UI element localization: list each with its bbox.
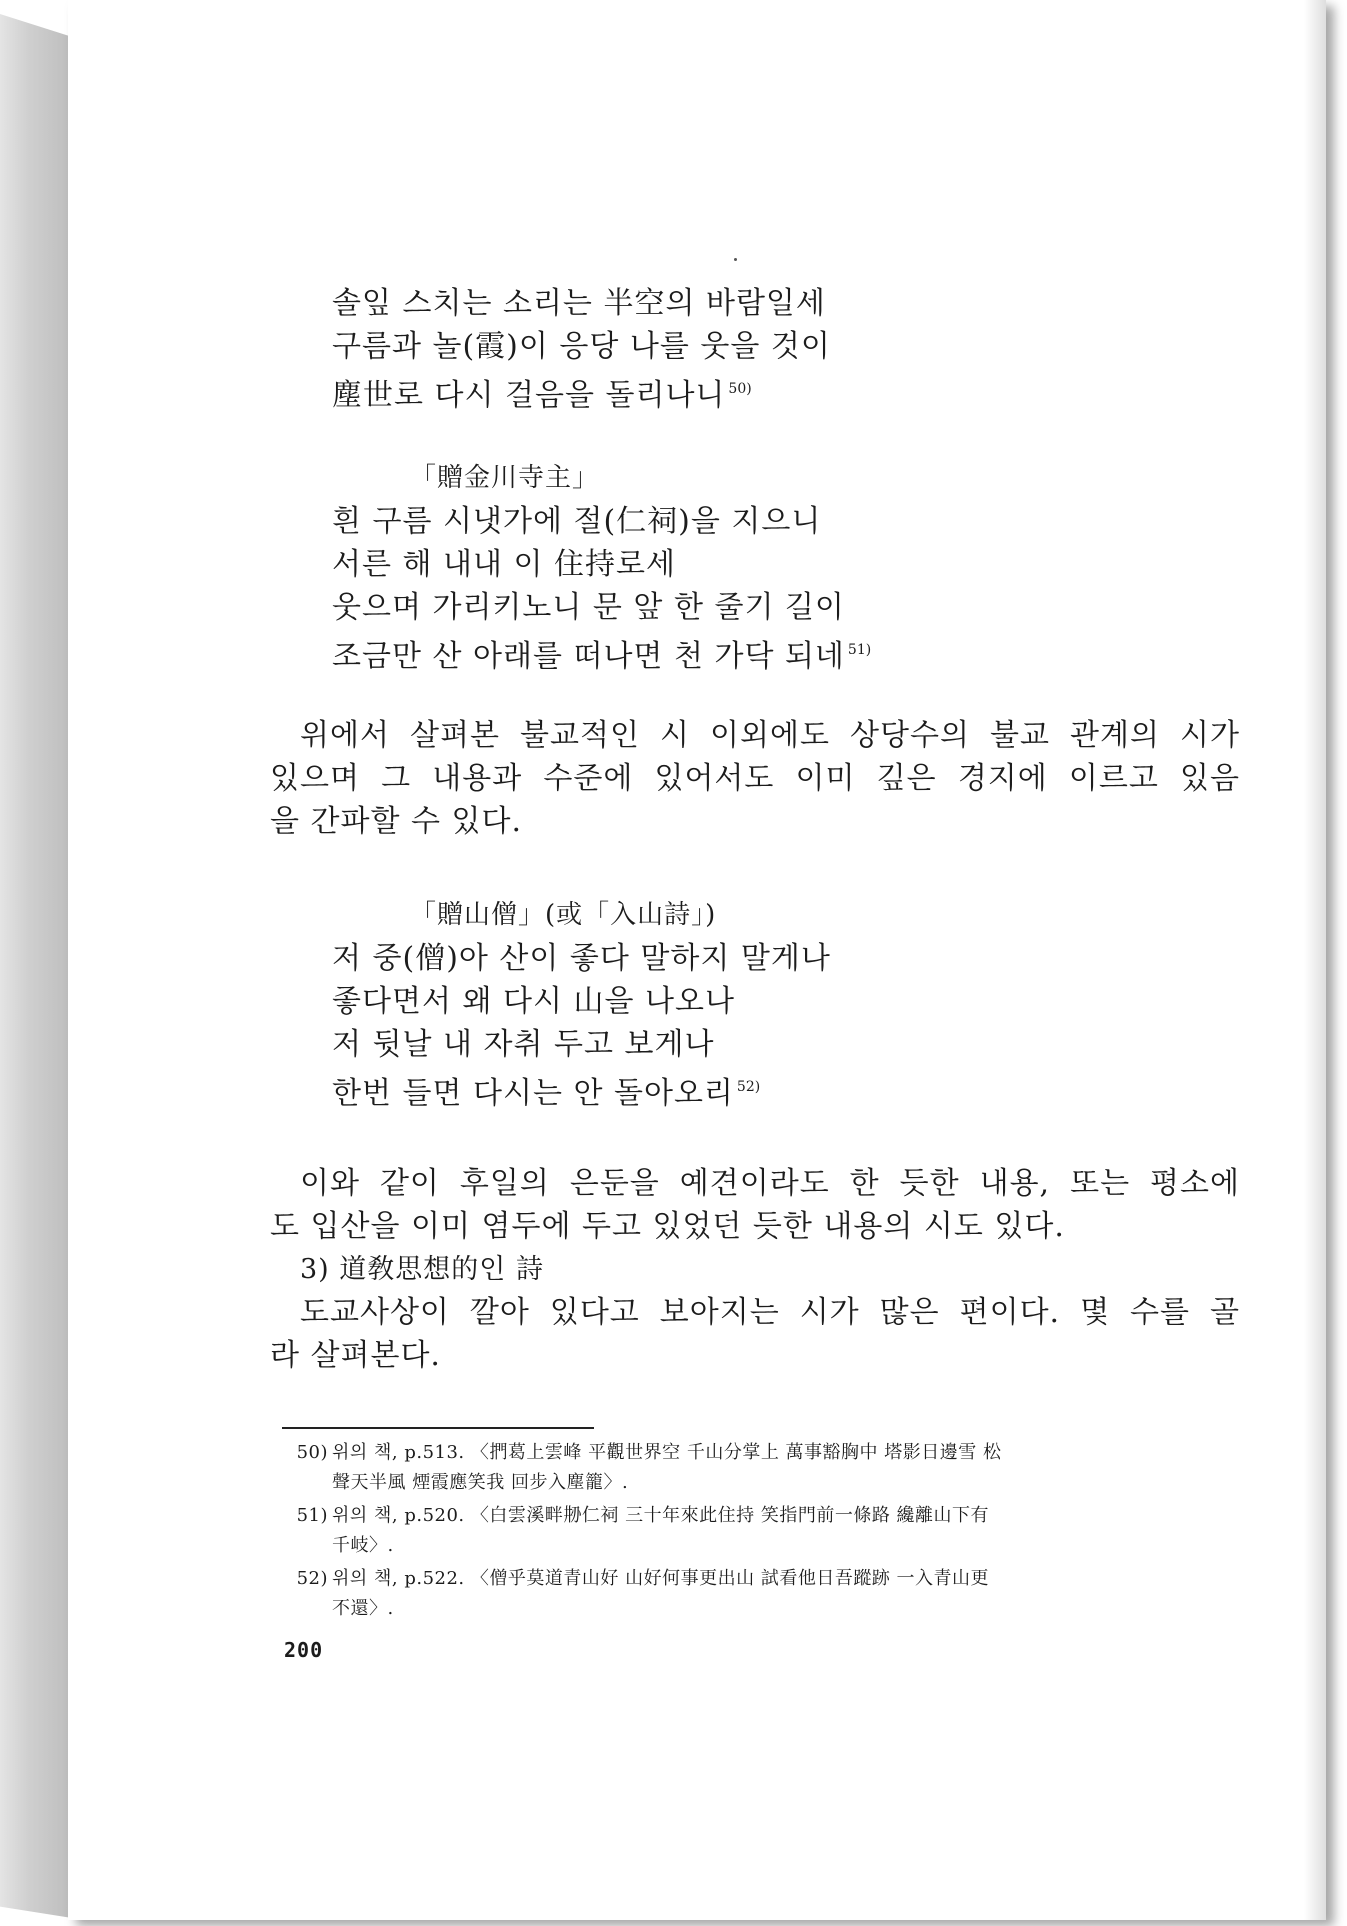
- footnote: [282, 1501, 1242, 1561]
- footnote: [282, 1564, 1242, 1624]
- poem-line: 서른 해 내내 이 住持로세: [332, 547, 676, 582]
- footnote-rule: [282, 1427, 594, 1429]
- paragraph-2: [270, 1162, 1240, 1248]
- footnote-text: 위의 책, p.520. 〈白雲溪畔刱仁祠 三十年來此住持 笑指門前一條路 纔離山下有: [332, 1505, 990, 1526]
- paragraph-3: [270, 1291, 1240, 1377]
- footnote-text: 千岐〉.: [332, 1535, 394, 1556]
- footnote-text: 위의 책, p.513. 〈捫葛上雲峰 平觀世界空 千山分掌上 萬事豁胸中 塔影日邊雪 松: [332, 1442, 1002, 1463]
- footnote-text: 不還〉.: [332, 1598, 394, 1619]
- section-heading: 3) 道敎思想的인 詩: [300, 1254, 544, 1285]
- poem-line: 좋다면서 왜 다시 山을 나오나: [332, 984, 735, 1019]
- poem-2: [332, 457, 871, 672]
- footnote: [282, 1438, 1242, 1498]
- footnote-text: 聲天半風 煙霞應笑我 回步入塵籠〉.: [332, 1472, 629, 1493]
- paragraph-line: 도 입산을 이미 염두에 두고 있었던 듯한 내용의 시도 있다.: [270, 1209, 1065, 1244]
- footnote-number: 51): [296, 1505, 328, 1526]
- paragraph-1: [270, 714, 1240, 843]
- poem-line: 저 뒷날 내 자취 두고 보게나: [332, 1027, 715, 1062]
- page-edge-shade: [1304, 0, 1326, 1920]
- paragraph-line: 있으며 그 내용과 수준에 있어서도 이미 깊은 경지에 이르고 있음: [270, 761, 1240, 796]
- book-page: [68, 0, 1326, 1920]
- poem-line: 조금만 산 아래를 떠나면 천 가닥 되네 $^{51)}$: [332, 639, 872, 674]
- footnote-text: 위의 책, p.522. 〈僧乎莫道青山好 山好何事更出山 試看他日吾蹤跡 一入青山更: [332, 1568, 990, 1589]
- poem-line: 저 중(僧)아 산이 좋다 말하지 말게나: [332, 941, 831, 976]
- poem-line: 塵世로 다시 걸음을 돌리나니 $^{50)}$: [332, 378, 752, 413]
- ink-dot: [734, 258, 737, 261]
- book-spine-edge: [0, 14, 72, 1918]
- paragraph-line: 도교사상이 깔아 있다고 보아지는 시가 많은 편이다. 몇 수를 골: [300, 1295, 1240, 1330]
- footnote-ref: 51): [847, 642, 872, 658]
- poem-title: 「贈金川寺主」: [410, 463, 600, 493]
- page-number: 200: [284, 1638, 324, 1662]
- poem-line: 웃으며 가리키노니 문 앞 한 줄기 길이: [332, 590, 845, 625]
- poem-line: 솔잎 스치는 소리는 半空의 바람일세: [332, 286, 826, 321]
- poem-title: 「贈山僧」(或「入山詩」): [410, 900, 717, 930]
- poem-1: [332, 282, 831, 411]
- paragraph-line: 을 간파할 수 있다.: [270, 804, 523, 839]
- poem-line: 한번 들면 다시는 안 돌아오리 $^{52)}$: [332, 1076, 761, 1111]
- footnotes: [282, 1438, 1242, 1627]
- footnote-number: 52): [296, 1568, 328, 1589]
- footnote-number: 50): [296, 1442, 328, 1463]
- paragraph-line: 이와 같이 후일의 은둔을 예견이라도 한 듯한 내용, 또는 평소에: [300, 1166, 1240, 1201]
- poem-line: 구름과 놀(霞)이 응당 나를 웃을 것이: [332, 329, 831, 364]
- paragraph-line: 라 살펴본다.: [270, 1338, 441, 1373]
- footnote-ref: 50): [728, 381, 752, 397]
- poem-line: 흰 구름 시냇가에 절(仁祠)을 지으니: [332, 504, 822, 539]
- paragraph-line: 위에서 살펴본 불교적인 시 이외에도 상당수의 불교 관계의 시가: [300, 718, 1240, 753]
- footnote-ref: 52): [736, 1079, 761, 1095]
- poem-3: [332, 894, 831, 1109]
